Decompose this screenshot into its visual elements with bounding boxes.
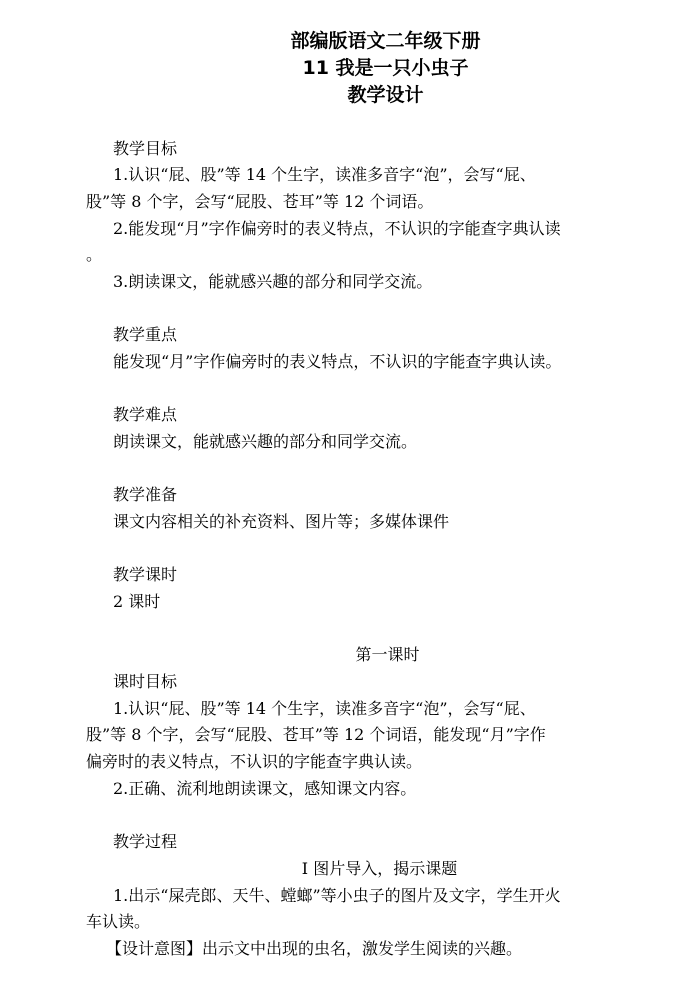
goal-1-line2: 股”等 8 个字，会写“屁股、苍耳”等 12 个词语。 — [86, 192, 434, 211]
design-intent: 【设计意图】出示文中出现的虫名，激发学生阅读的兴趣。 — [106, 939, 523, 958]
process-section-1: Ⅰ 图片导入，揭示课题 — [301, 859, 458, 878]
lesson1-goal-2: 2.正确、流利地朗读课文，感知课文内容。 — [113, 779, 417, 798]
hours-heading: 教学课时 — [113, 565, 178, 584]
key-points-text: 能发现“月”字作偏旁时的表义特点，不认识的字能查字典认读。 — [113, 352, 562, 371]
lesson1-goal-1-line1: 1.认识“屁、股”等 14 个生字，读准多音字“泡”，会写“屁、 — [113, 699, 536, 718]
goal-1-line1: 1.认识“屁、股”等 14 个生字，读准多音字“泡”，会写“屁、 — [113, 165, 536, 184]
goal-3: 3.朗读课文，能就感兴趣的部分和同学交流。 — [113, 272, 433, 291]
doc-title-line2: 11 我是一只小虫子 — [302, 57, 469, 79]
goal-2-line2: 。 — [86, 245, 103, 264]
lesson1-heading: 第一课时 — [355, 645, 420, 664]
lesson1-goal-1-line3: 偏旁时的表义特点，不认识的字能查字典认读。 — [86, 752, 423, 771]
lesson1-goal-1-line2: 股”等 8 个字，会写“屁股、苍耳”等 12 个词语，能发现“月”字作 — [86, 725, 546, 744]
process-step-1-line2: 车认读。 — [86, 912, 151, 931]
doc-title-line3: 教学设计 — [347, 84, 424, 106]
preparation-text: 课文内容相关的补充资料、图片等；多媒体课件 — [113, 512, 450, 531]
lesson1-goals-heading: 课时目标 — [113, 672, 178, 691]
goal-2-line1: 2.能发现“月”字作偏旁时的表义特点，不认识的字能查字典认读 — [113, 219, 561, 238]
difficulties-text: 朗读课文，能就感兴趣的部分和同学交流。 — [113, 432, 418, 451]
key-points-heading: 教学重点 — [113, 325, 178, 344]
goals-heading: 教学目标 — [113, 139, 178, 158]
preparation-heading: 教学准备 — [113, 485, 178, 504]
doc-title-line1: 部编版语文二年级下册 — [290, 30, 481, 52]
process-step-1-line1: 1.出示“屎壳郎、天牛、螳螂”等小虫子的图片及文字，学生开火 — [113, 886, 561, 905]
hours-text: 2 课时 — [113, 592, 161, 611]
difficulties-heading: 教学难点 — [113, 405, 178, 424]
process-heading: 教学过程 — [113, 832, 178, 851]
